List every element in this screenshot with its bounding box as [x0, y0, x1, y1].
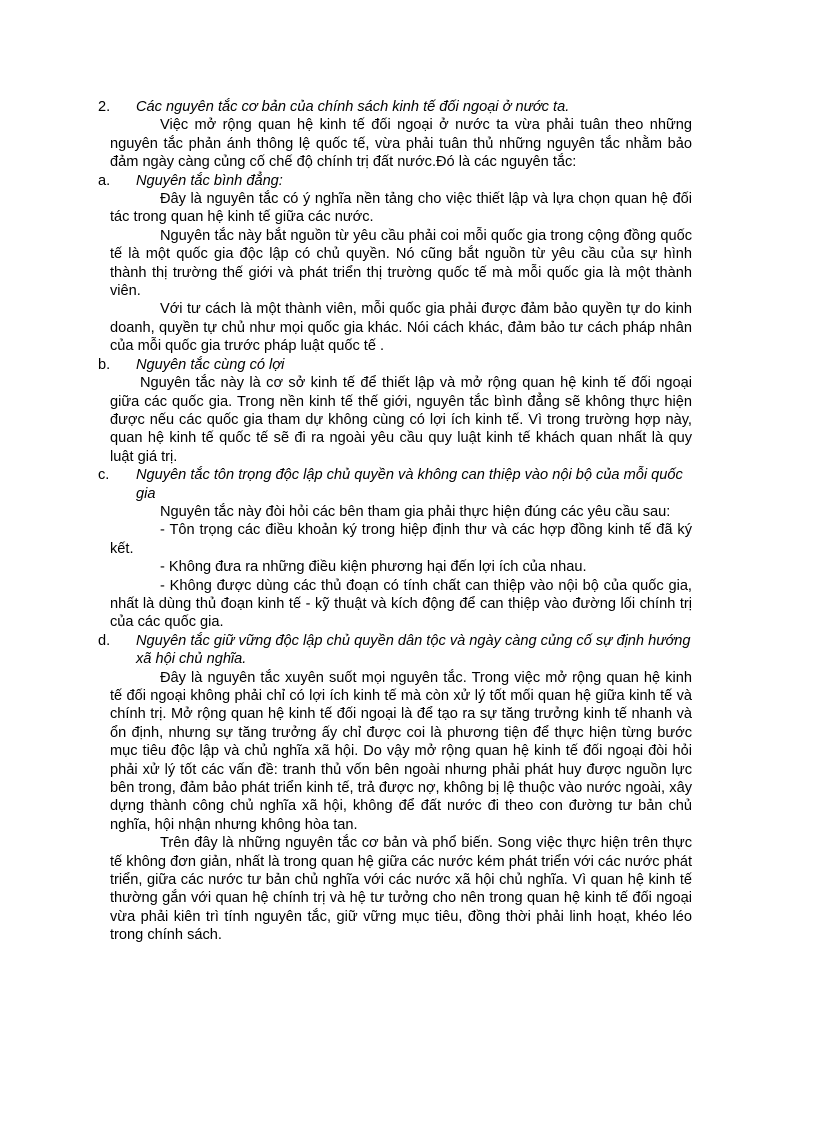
principle-a-paragraph-3: Với tư cách là một thành viên, mỗi quốc gia phải được đảm bảo quyền tự do kinh doanh, quyền tự chủ như mọi quốc gia khác. Nói cách khác, đảm bảo tư cách pháp nhân của mỗi quốc gia trước pháp luật quốc tế . [110, 301, 692, 355]
principle-d-heading [98, 632, 692, 669]
principle-c-heading [98, 466, 692, 503]
principle-a-heading [98, 172, 692, 190]
conclusion-paragraph: Trên đây là những nguyên tắc cơ bản và phổ biến. Song việc thực hiện trên thực tế không đơn giản, nhất là trong quan hệ giữa các nước kém phát triển với các nước phát triển, giữa các nước tư bản chủ nghĩa với các nước xã hội chủ nghĩa. Vì quan hệ kinh tế thường gắn với quan hệ chính trị và hệ tư tưởng cho nên trong quan hệ kinh tế đối ngoại vừa phải kiên trì tính nguyên tắc, giữ vững mục tiêu, đồng thời phải linh hoạt, khéo léo trong chính sách. [110, 835, 692, 944]
principle-d-title: Nguyên tắc giữ vững độc lập chủ quyền dân tộc và ngày càng củng cố sự định hướng xã hội chủ nghĩa. [136, 632, 691, 668]
principle-d-letter: d. [98, 632, 111, 649]
principle-c-title: Nguyên tắc tôn trọng độc lập chủ quyền và không can thiệp vào nội bộ của mỗi quốc gia [136, 467, 683, 502]
principle-b-title: Nguyên tắc cùng có lợi [136, 356, 285, 373]
principle-c-paragraph-1: Nguyên tắc này đòi hỏi các bên tham gia phải thực hiện đúng các yêu cầu sau: [160, 503, 671, 520]
principle-b-heading [98, 356, 692, 374]
principle-a-letter: a. [98, 172, 111, 189]
section-intro: Việc mở rộng quan hệ kinh tế đối ngoại ở nước ta vừa phải tuân theo những nguyên tắc phản ánh thông lệ quốc tế, vừa phải tuân thủ những nguyên tắc nhằm bảo đảm ngày càng củng cố chế độ chính trị đất nước.Đó là các nguyên tắc: [110, 117, 692, 171]
principle-c-letter: c. [98, 467, 110, 484]
section-number: 2. [98, 99, 111, 115]
principle-b-letter: b. [98, 356, 111, 373]
principle-c-requirement-2: - Không đưa ra những điều kiện phương hại đến lợi ích của nhau. [160, 559, 587, 576]
section-heading [98, 98, 692, 116]
document-body [98, 98, 692, 945]
principle-a-paragraph-2: Nguyên tắc này bắt nguồn từ yêu cầu phải coi mỗi quốc gia trong cộng đồng quốc tế là một quốc gia độc lập có chủ quyền. Nó cũng bắt nguồn từ yêu cầu của sự hình thành thị trường thế giới và phát triển thị trường quốc tế mà mỗi quốc gia là một thành viên. [110, 227, 692, 300]
principle-b-paragraph-1: Nguyên tắc này là cơ sở kinh tế để thiết lập và mở rộng quan hệ kinh tế đối ngoại giữa các quốc gia. Trong nền kinh tế thế giới, nguyên tắc bình đẳng sẽ không thực hiện được nếu các quốc gia tham dự không cùng có lợi ích kinh tế. Vì trong trường hợp này, quan hệ kinh tế quốc tế sẽ đi ra ngoài yêu cầu quy luật kinh tế khách quan nhất là quy luật giá trị. [110, 375, 692, 465]
principle-c-requirement-1: - Tôn trọng các điều khoản ký trong hiệp định thư và các hợp đồng kinh tế đã ký kết. [110, 522, 692, 557]
principle-a-paragraph-1: Đây là nguyên tắc có ý nghĩa nền tảng cho việc thiết lập và lựa chọn quan hệ đối tác trong quan hệ kinh tế giữa các nước. [110, 191, 692, 226]
principle-d-paragraph-1: Đây là nguyên tắc xuyên suốt mọi nguyên tắc. Trong việc mở rộng quan hệ kinh tế đối ngoại không phải chỉ có lợi ích kinh tế mà còn xử lý tốt mối quan hệ giữa kinh tế và chính trị. Mở rộng quan hệ kinh tế đối ngoại là để tạo ra sự tăng trưởng kinh tế nhanh và ổn định, nhưng sự tăng trưởng ấy chỉ được coi là phương tiện để thực hiện từng bước mục tiêu độc lập và chủ nghĩa xã hội. Do vậy mở rộng quan hệ kinh tế đối ngoại đòi hỏi phải xử lý tốt các vấn đề: tranh thủ vốn bên ngoài nhưng phải phát huy được nguồn lực bên trong, đảm bảo phát triển kinh tế, trả được nợ, không bị lệ thuộc vào nước ngoài, xây dựng thành công chủ nghĩa xã hội, không để đất nước đi theo con đường tư bản chủ nghĩa, hội nhận nhưng không hòa tan. [110, 669, 692, 833]
principle-a-title: Nguyên tắc bình đẳng: [136, 172, 283, 189]
principle-c-requirement-3: - Không được dùng các thủ đoạn có tính chất can thiệp vào nội bộ của quốc gia, nhất là dùng thủ đoạn kinh tế - kỹ thuật và kích động để can thiệp vào đường lối chính trị của các quốc gia. [110, 577, 692, 631]
section-title: Các nguyên tắc cơ bản của chính sách kinh tế đối ngoại ở nước ta. [136, 99, 570, 115]
